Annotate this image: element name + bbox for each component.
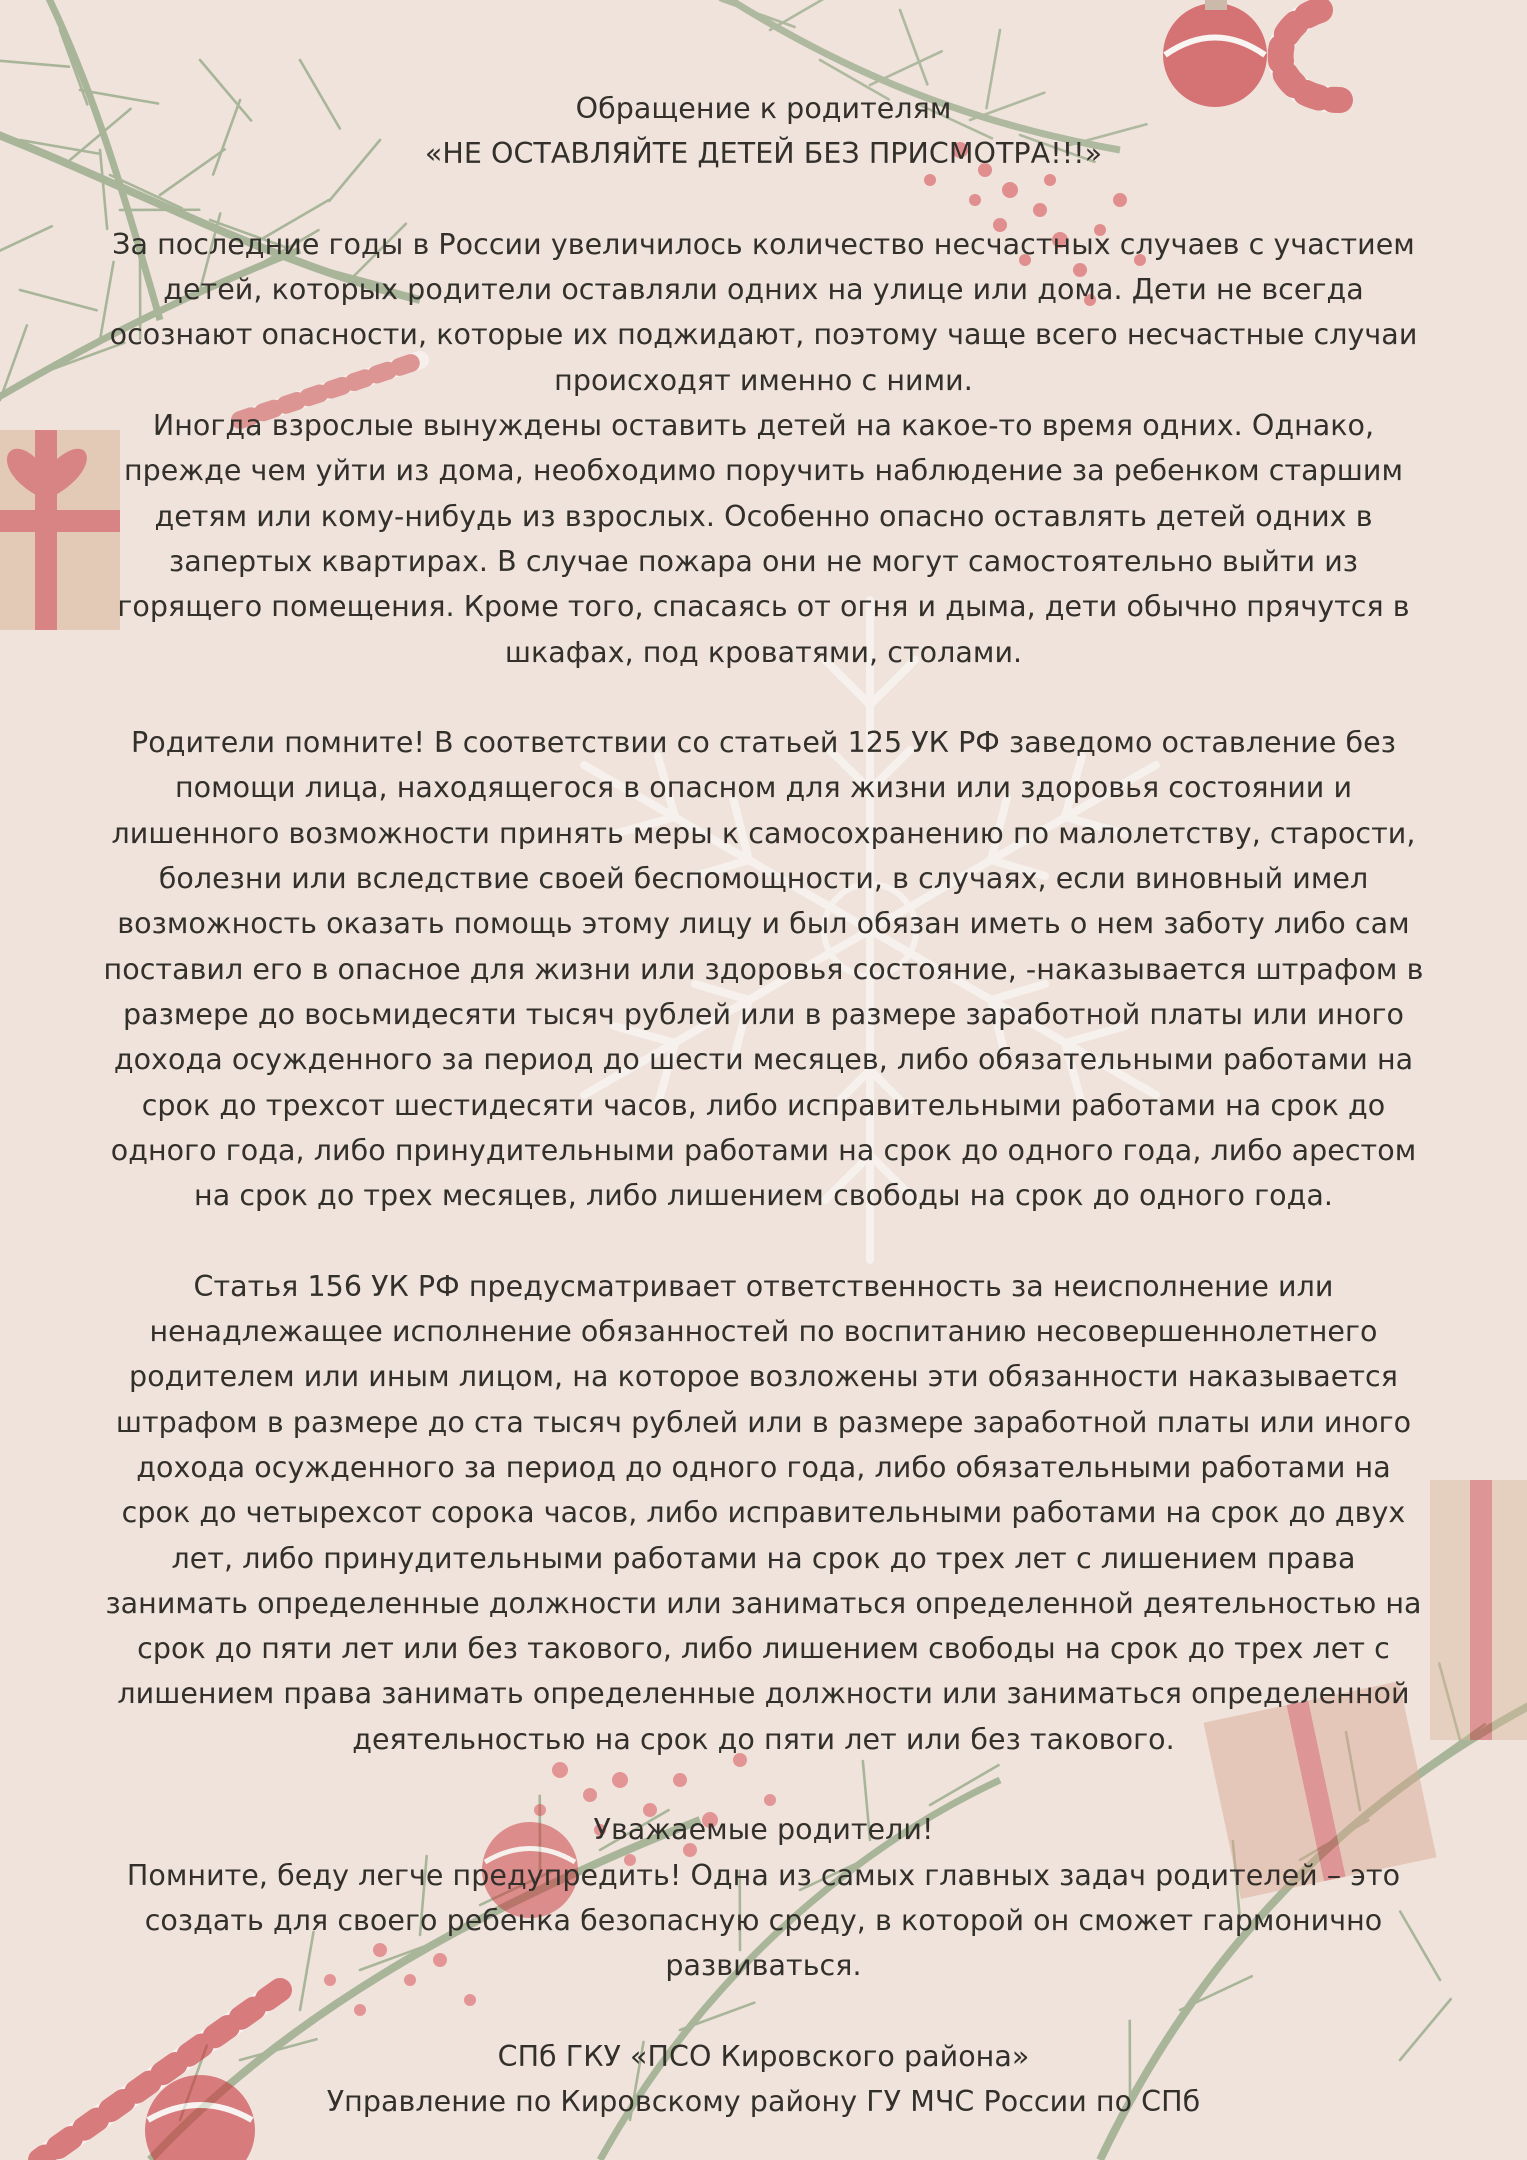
- heading-line-1: Обращение к родителям: [575, 92, 952, 125]
- article-156-paragraph: Статья 156 УК РФ предусматривает ответственность за неисполнение или ненадлежащее исполнение обязанностей по воспитанию несовершеннолетнего родителем или иным лицом, на которое возложены эти обязанности наказывается штрафом в размере до ста тысяч рублей или в размере заработной платы или иного дохода осужденного за период до одного года, либо обязательными работами на срок до четырехсот сорока часов, либо исправительными работами на срок до двух лет, либо принудительными работами на срок до трех лет с лишением права занимать определенные должности или заниматься определенной деятельностью на срок до пяти лет или без такового, либо лишением свободы на срок до трех лет с лишением права занимать определенные должности или заниматься определенной деятельностью на срок до пяти лет или без такового.: [105, 1269, 1422, 1756]
- intro-paragraph-1: За последние годы в России увеличилось количество несчастных случаев с участием детей, которых родители оставляли одних на улице или дома. Дети не всегда осознают опасности, которые их поджидают, поэтому чаще всего несчастные случаи происходят именно с ними.: [109, 227, 1418, 397]
- appeal-paragraph: Помните, беду легче предупредить! Одна из самых главных задач родителей – это создать для своего ребенка безопасную среду, в которой он сможет гармонично развиваться.: [126, 1858, 1401, 1983]
- signature-line-1: СПб ГКУ «ПСО Кировского района»: [497, 2039, 1030, 2073]
- signature-line-2: Управление по Кировскому району ГУ МЧС России по СПб: [326, 2085, 1201, 2119]
- document-body: [100, 86, 1427, 2124]
- intro-paragraph-2: Иногда взрослые вынуждены оставить детей на какое-то время одних. Однако, прежде чем уйти из дома, необходимо поручить наблюдение за ребенком старшим детям или кому-нибудь из взрослых. Особенно опасно оставлять детей одних в запертых квартирах. В случае пожара они не могут самостоятельно выйти из горящего помещения. Кроме того, спасаясь от огня и дыма, дети обычно прячутся в шкафах, под кроватями, столами.: [117, 409, 1410, 669]
- article-125-paragraph: Родители помните! В соответствии со статьей 125 УК РФ заведомо оставление без помощи лица, находящегося в опасном для жизни или здоровья состоянии и лишенного возможности принять меры к самосохранению по малолетству, старости, болезни или вследствие своей беспомощности, в случаях, если виновный имел возможность оказать помощь этому лицу и был обязан иметь о нем заботу либо сам поставил его в опасное для жизни или здоровья состояние, -наказывается штрафом в размере до восьмидесяти тысяч рублей или в размере заработной платы или иного дохода осужденного за период до шести месяцев, либо обязательными работами на срок до трехсот шестидесяти часов, либо исправительными работами на срок до одного года, либо принудительными работами на срок до одного года, либо арестом на срок до трех месяцев, либо лишением свободы на срок до одного года.: [103, 726, 1424, 1213]
- appeal-line: Уважаемые родители!: [593, 1813, 934, 1847]
- heading-line-2: «НЕ ОСТАВЛЯЙТЕ ДЕТЕЙ БЕЗ ПРИСМОТРА!!!»: [424, 137, 1103, 171]
